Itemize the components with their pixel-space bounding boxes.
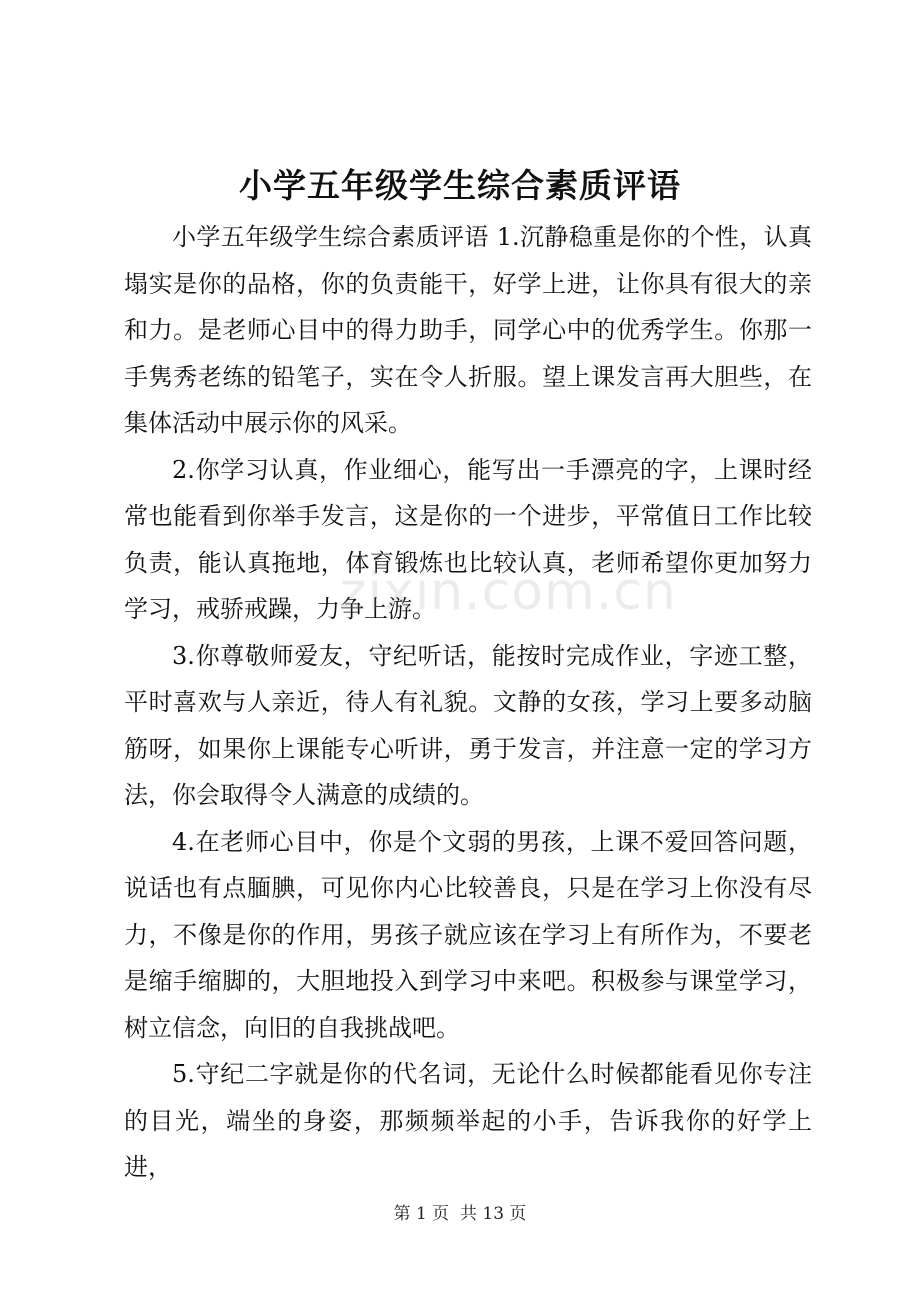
page-footer: [0, 1202, 920, 1226]
paragraph-4: 4.在老师心目中，你是个文弱的男孩，上课不爱回答问题，说话也有点腼腆，可见你内心比较善良，只是在学习上你没有尽力，不像是你的作用，男孩子就应该在学习上有所作为，不要老是缩手缩脚的，大胆地投入到学习中来吧。积极参与课堂学习，树立信念，向旧的自我挑战吧。: [124, 827, 812, 1042]
watermark: zixin.com.cn: [339, 562, 677, 622]
paragraph-3: 3.你尊敬师爱友，守纪听话，能按时完成作业，字迹工整，平时喜欢与人亲近，待人有礼貌。文静的女孩，学习上要多动脑筋呀，如果你上课能专心听讲，勇于发言，并注意一定的学习方法，你会取得令人满意的成绩的。: [124, 641, 812, 809]
document-title: 小学五年级学生综合素质评语: [239, 166, 681, 205]
paragraph-2: 2.你学习认真，作业细心，能写出一手漂亮的字，上课时经常也能看到你举手发言，这是你的一个进步，平常值日工作比较负责，能认真拖地，体育锻炼也比较认真，老师希望你更加努力学习，戒骄戒躁，力争上游。: [124, 455, 812, 623]
page-total: 共 13 页: [459, 1204, 527, 1224]
paragraph-1: 小学五年级学生综合素质评语 1.沉静稳重是你的个性，认真塌实是你的品格，你的负责能干，好学上进，让你具有很大的亲和力。是老师心目中的得力助手，同学心中的优秀学生。你那一手隽秀老练的铅笔子，实在令人折服。望上课发言再大胆些，在集体活动中展示你的风采。: [124, 223, 812, 437]
paragraph-5: 5.守纪二字就是你的代名词，无论什么时候都能看见你专注的目光，端坐的身姿，那频频举起的小手，告诉我你的好学上进，: [124, 1060, 812, 1181]
page-number: 第 1 页: [393, 1204, 450, 1224]
document-body: [124, 214, 812, 1191]
